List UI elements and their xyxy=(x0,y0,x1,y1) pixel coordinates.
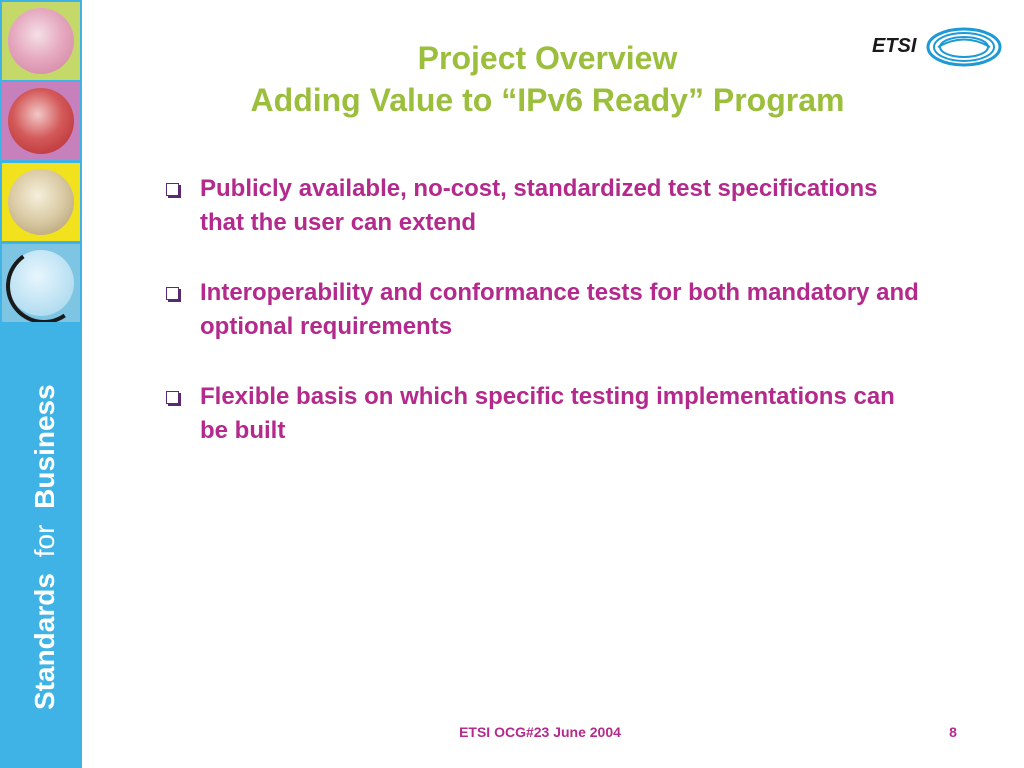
list-item xyxy=(160,276,920,344)
bullet-text: Flexible basis on which specific testing implementations can be built xyxy=(200,383,895,444)
brand-standards: Standards xyxy=(29,573,60,710)
slide-title xyxy=(130,38,965,120)
globe-image xyxy=(8,8,74,74)
checkbox-bullet-icon xyxy=(166,287,179,300)
globe-image xyxy=(8,169,74,235)
sidebar xyxy=(0,0,82,768)
footer-text: ETSI OCG#23 June 2004 xyxy=(459,724,621,740)
brand-for: for xyxy=(29,524,60,558)
title-line-2: Adding Value to “IPv6 Ready” Program xyxy=(250,82,845,118)
checkbox-bullet-icon xyxy=(166,391,179,404)
ring-shape xyxy=(2,244,80,322)
logo-text: ETSI xyxy=(872,35,917,57)
globe-image xyxy=(8,88,74,154)
standards-for-business-brand xyxy=(10,372,70,712)
title-line-1: Project Overview xyxy=(417,40,678,76)
bullet-text: Interoperability and conformance tests for both mandatory and optional requirements xyxy=(200,279,919,340)
checkbox-bullet-icon xyxy=(166,183,179,196)
list-item xyxy=(160,172,920,240)
bullet-text: Publicly available, no-cost, standardized test specifications that the user can extend xyxy=(200,175,878,236)
bullet-list xyxy=(160,172,920,484)
list-item xyxy=(160,380,920,448)
brand-business: Business xyxy=(29,384,60,509)
globe-tile-blue xyxy=(2,244,80,322)
etsi-logo xyxy=(868,24,1004,70)
globe-tile-purple xyxy=(2,82,80,160)
globe-tile-yellow xyxy=(2,163,80,241)
page-number: 8 xyxy=(949,724,957,740)
globe-tile-green xyxy=(2,2,80,80)
svg-text:Standards for xyxy=(29,384,60,710)
